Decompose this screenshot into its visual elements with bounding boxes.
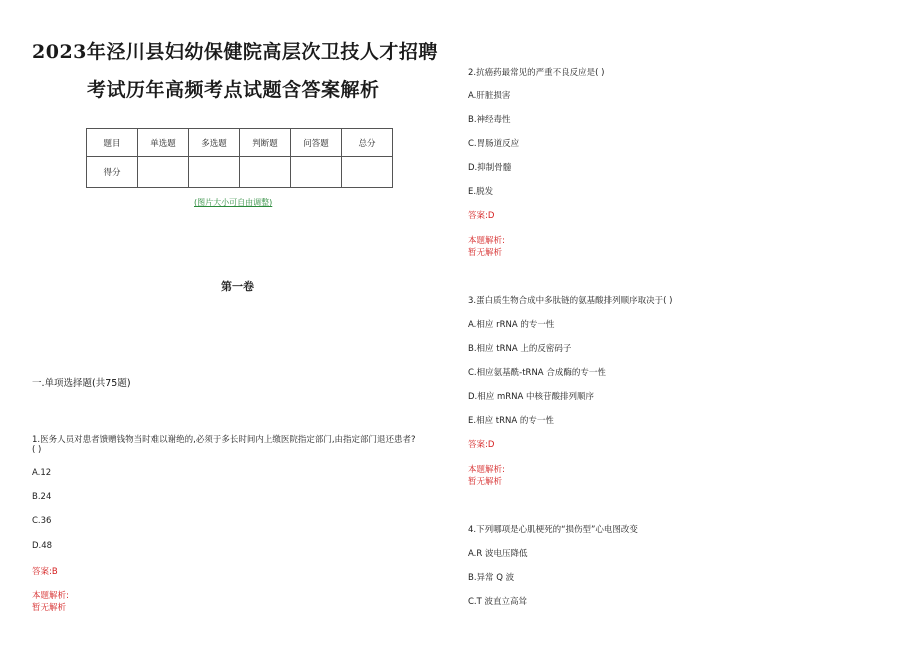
option: D.相应 mRNA 中核苷酸排列顺序 — [468, 392, 595, 402]
score-header-cell: 问答题 — [291, 129, 342, 157]
score-cell — [240, 157, 291, 188]
volume-heading: 第一卷 — [221, 280, 254, 293]
question-stem: 4.下列哪项是心肌梗死的“损伤型”心电图改变 — [468, 525, 638, 535]
option: B.24 — [32, 492, 52, 502]
analysis-label: 本题解析: — [32, 591, 69, 601]
question-stem: 1.医务人员对患者馈赠钱物当时难以谢绝的,必须于多长时间内上缴医院指定部门,由指定部门退还患者? — [32, 435, 416, 445]
score-header-cell: 判断题 — [240, 129, 291, 157]
score-header-cell: 题目 — [87, 129, 138, 157]
answer: 答案:B — [32, 567, 58, 577]
score-cell — [291, 157, 342, 188]
document-title-line1: 2023年泾川县妇幼保健院高层次卫技人才招聘 — [32, 41, 438, 63]
score-row-label: 得分 — [87, 157, 138, 188]
score-cell — [189, 157, 240, 188]
option: C.胃肠道反应 — [468, 139, 520, 149]
analysis-label: 本题解析: — [468, 236, 505, 246]
option: A.肝脏损害 — [468, 91, 511, 101]
image-size-note: (图片大小可自由调整) — [194, 198, 273, 207]
document-title-line2: 考试历年高频考点试题含答案解析 — [87, 79, 380, 101]
option: B.异常 Q 波 — [468, 573, 515, 583]
score-cell — [138, 157, 189, 188]
question-stem: 2.抗癌药最常见的严重不良反应是( ) — [468, 68, 605, 78]
option: B.相应 tRNA 上的反密码子 — [468, 344, 572, 354]
question-stem-blank: ( ) — [32, 445, 42, 455]
answer: 答案:D — [468, 440, 495, 450]
score-header-cell: 总分 — [342, 129, 393, 157]
answer: 答案:D — [468, 211, 495, 221]
option: E.脱发 — [468, 187, 494, 197]
question-stem: 3.蛋白质生物合成中多肽链的氨基酸排列顺序取决于( ) — [468, 296, 673, 306]
analysis-label: 本题解析: — [468, 465, 505, 475]
option: E.相应 tRNA 的专一性 — [468, 416, 554, 426]
option: D.48 — [32, 541, 53, 551]
option: C.36 — [32, 516, 52, 526]
option: A.相应 rRNA 的专一性 — [468, 320, 555, 330]
analysis-text: 暂无解析 — [468, 477, 503, 487]
option: B.神经毒性 — [468, 115, 511, 125]
score-header-cell: 单选题 — [138, 129, 189, 157]
score-table-header-row — [87, 129, 393, 157]
option: C.相应氨基酰-tRNA 合成酶的专一性 — [468, 368, 606, 378]
option: A.R 波电压降低 — [468, 549, 528, 559]
analysis-text: 暂无解析 — [32, 603, 67, 613]
score-table — [86, 128, 393, 188]
score-table-score-row — [87, 157, 393, 188]
section-heading: 一.单项选择题(共75题) — [32, 378, 131, 389]
score-cell — [342, 157, 393, 188]
option: D.抑制骨髓 — [468, 163, 512, 173]
option: A.12 — [32, 468, 52, 478]
option: C.T 波直立高耸 — [468, 597, 528, 607]
score-header-cell: 多选题 — [189, 129, 240, 157]
analysis-text: 暂无解析 — [468, 248, 503, 258]
